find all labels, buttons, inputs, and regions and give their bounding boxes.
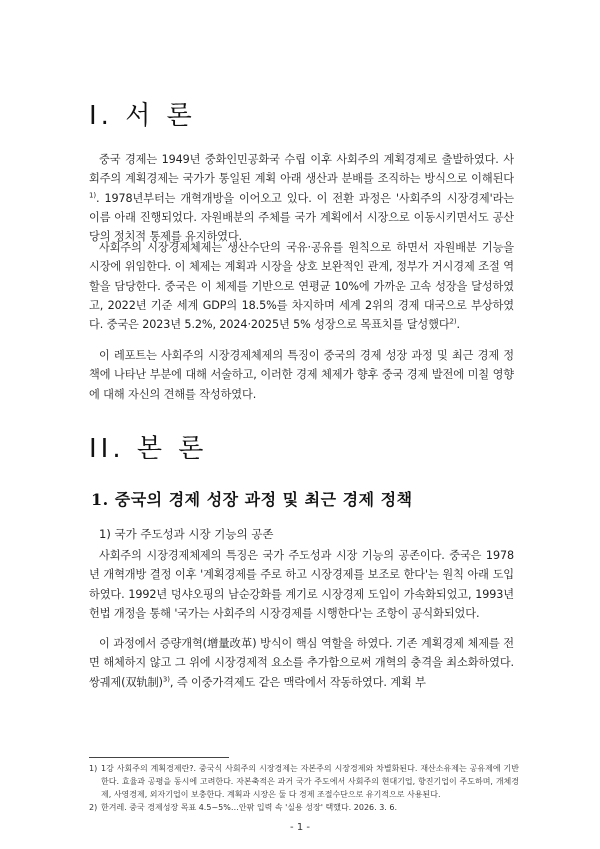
footnote-divider [89,757,229,758]
body-paragraph-2-text-a: 이 과정에서 증량개혁(增量改革) 방식이 핵심 역할을 하였다. 기존 계획경제 체제를 전면 해체하지 않고 그 위에 시장경제적 요소를 추가함으로써 개혁의 충격을 최소화하였다. 쌍궤제(双轨制) [89,637,514,689]
intro-paragraph-1-text-b: . 1978년부터는 개혁개방을 이어오고 있다. 이 전환 과정은 '사회주의 시장경제'라는 이름 아래 진행되었다. 자원배분의 주체를 국가 계획에서 시장으로 이동시키면서도 공산당의 정치적 통제를 유지하였다. [89,191,514,244]
footnote-number: 2) [89,803,98,812]
intro-paragraph-1 [89,150,514,246]
body-paragraph-2 [89,634,514,692]
footnote-ref-2: 2) [449,317,457,326]
intro-paragraph-2-text-a: 사회주의 시장경제체제는 생산수단의 국유·공유를 원칙으로 하면서 자원배분 기능을 시장에 위임한다. 이 체제는 계획과 시장을 상호 보완적인 관계, 정부가 거시경제 조절 역할을 담당한다. 중국은 이 체제를 기반으로 연평균 10%에 가까운 고속 성장을 달성하였고, 2022년 기준 세계 GDP의 18.5%를 차지하며 세계 2위의 경제 대국으로 부상하였다. 중국은 2023년 5.2%, 2024·2025년 5% 성장으로 목표치를 달성했다 [89,241,514,332]
sub-heading: 1) 국가 주도성과 시장 기능의 공존 [99,527,274,541]
footnote-1 [89,762,519,801]
section-title-introduction: I. 서 론 [89,101,196,131]
footnote-ref-3: 3) [162,674,170,683]
page-number: - 1 - [290,822,310,833]
body-paragraph-2-text-b: , 즉 이중가격제도 같은 맥락에서 작동하였다. 계획 부 [169,675,426,689]
intro-paragraph-2-text-b: . [456,318,461,332]
footnote-number: 1) [89,764,98,773]
subsection-title: 1. 중국의 경제 성장 과정 및 최근 경제 정책 [91,490,413,509]
intro-paragraph-3: 이 레포트는 사회주의 시장경제체제의 특징이 중국의 경제 성장 과정 및 최근 경제 정책에 나타난 부분에 대해 서술하고, 이러한 경제 체제가 향후 중국 경제 발전에 미칠 영향에 대해 자신의 견해를 작성하였다. [89,349,514,401]
intro-paragraph-2 [89,238,514,334]
footnote-text: 한겨레. 중국 경제성장 목표 4.5~5%…안팎 입력 속 '실용 성장' 택했다. 2026. 3. 6. [101,803,398,812]
footnotes [89,762,519,814]
intro-paragraph-1-text-a: 중국 경제는 1949년 중화인민공화국 수립 이후 사회주의 계획경제로 출발하였다. 사회주의 계획경제는 국가가 통일된 계획 아래 생산과 분배를 조직하는 방식으로 이해된다 [89,153,514,186]
footnote-ref-1: 1) [89,190,96,199]
footnote-2 [89,801,519,814]
body-paragraph-1: 사회주의 시장경제체제의 특징은 국가 주도성과 시장 기능의 공존이다. 중국은 1978년 개혁개방 결정 이후 '계획경제를 주로 하고 시장경제를 보조로 한다'는 원칙 아래 도입하였다. 1992년 덩샤오핑의 남순강화를 계기로 시장경제 도입이 가속화되었고, 1993년 헌법 개정을 통해 '국가는 사회주의 시장경제를 시행한다'는 조항이 공식화되었다. [89,549,514,620]
footnote-text: 1강 사회주의 계획경제란?. 중국식 사회주의 시장경제는 자본주의 시장경제와 차별화된다. 재산소유제는 공유제에 기반한다. 효율과 공평을 동시에 고려한다. 자본축적은 과거 국가 주도에서 사회주의 현대기업, 향진기업이 주도하며, 개체경제, 사영경제, 외자기업이 보충한다. 계획과 시장은 둘 다 경제 조절수단으로 유기적으로 사용된다. [101,764,519,799]
section-title-body: II. 본 론 [89,434,208,464]
